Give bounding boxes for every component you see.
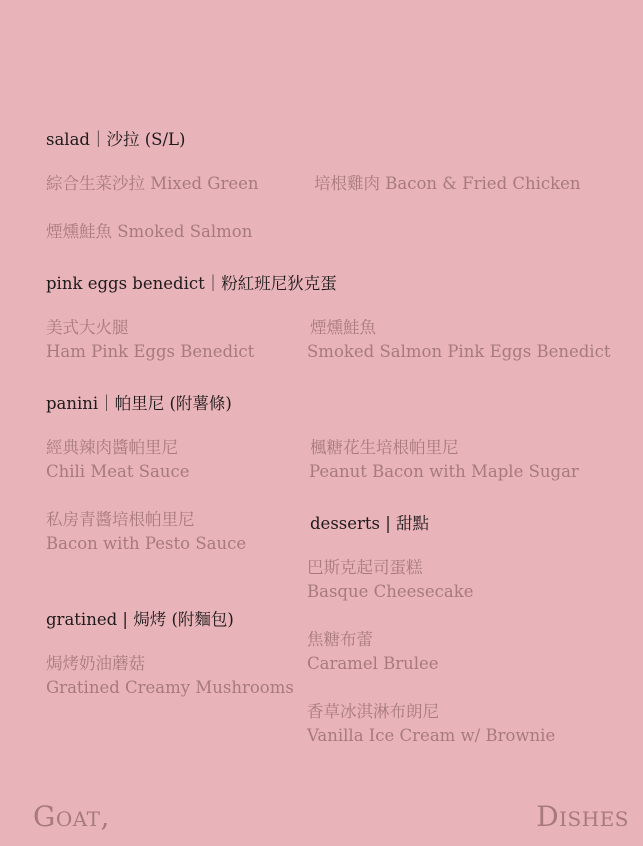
menu-item-brulee-zh: 焦糖布蕾	[307, 630, 373, 649]
menu-item-mushroom-zh: 焗烤奶油蘑菇	[46, 654, 145, 673]
menu-item-brulee-en: Caramel Brulee	[307, 654, 439, 673]
menu-item-salmon-benedict-en: Smoked Salmon Pink Eggs Benedict	[307, 342, 611, 361]
menu-item-salmon-benedict-zh: 煙燻鮭魚	[310, 318, 376, 337]
menu-item-mixed-green: 綜合生菜沙拉 Mixed Green	[46, 174, 259, 193]
footer-brand-right: Dishes	[536, 800, 629, 833]
footer-brand-left: Goat,	[33, 800, 110, 833]
menu-item-vanilla-en: Vanilla Ice Cream w/ Brownie	[307, 726, 556, 745]
menu-item-vanilla-zh: 香草冰淇淋布朗尼	[307, 702, 439, 721]
menu-item-ham-en: Ham Pink Eggs Benedict	[46, 342, 255, 361]
desserts-heading: desserts | 甜點	[310, 514, 430, 533]
benedict-heading: pink eggs benedict｜粉紅班尼狄克蛋	[46, 274, 337, 293]
menu-item-peanut-zh: 楓糖花生培根帕里尼	[310, 438, 459, 457]
menu-item-basque-zh: 巴斯克起司蛋糕	[307, 558, 423, 577]
menu-item-pesto-zh: 私房青醬培根帕里尼	[46, 510, 195, 529]
menu-item-peanut-en: Peanut Bacon with Maple Sugar	[309, 462, 579, 481]
menu-item-ham-zh: 美式大火腿	[46, 318, 129, 337]
salad-heading: salad｜沙拉 (S/L)	[46, 130, 186, 149]
menu-item-chili-en: Chili Meat Sauce	[46, 462, 190, 481]
panini-heading: panini｜帕里尼 (附薯條)	[46, 394, 232, 413]
menu-item-basque-en: Basque Cheesecake	[307, 582, 474, 601]
menu-item-smoked-salmon: 煙燻鮭魚 Smoked Salmon	[46, 222, 253, 241]
menu-item-pesto-en: Bacon with Pesto Sauce	[46, 534, 247, 553]
menu-item-bacon-chicken: 培根雞肉 Bacon & Fried Chicken	[314, 174, 581, 193]
menu-item-mushroom-en: Gratined Creamy Mushrooms	[46, 678, 294, 697]
menu-item-chili-zh: 經典辣肉醬帕里尼	[46, 438, 178, 457]
gratined-heading: gratined | 焗烤 (附麵包)	[46, 610, 234, 629]
